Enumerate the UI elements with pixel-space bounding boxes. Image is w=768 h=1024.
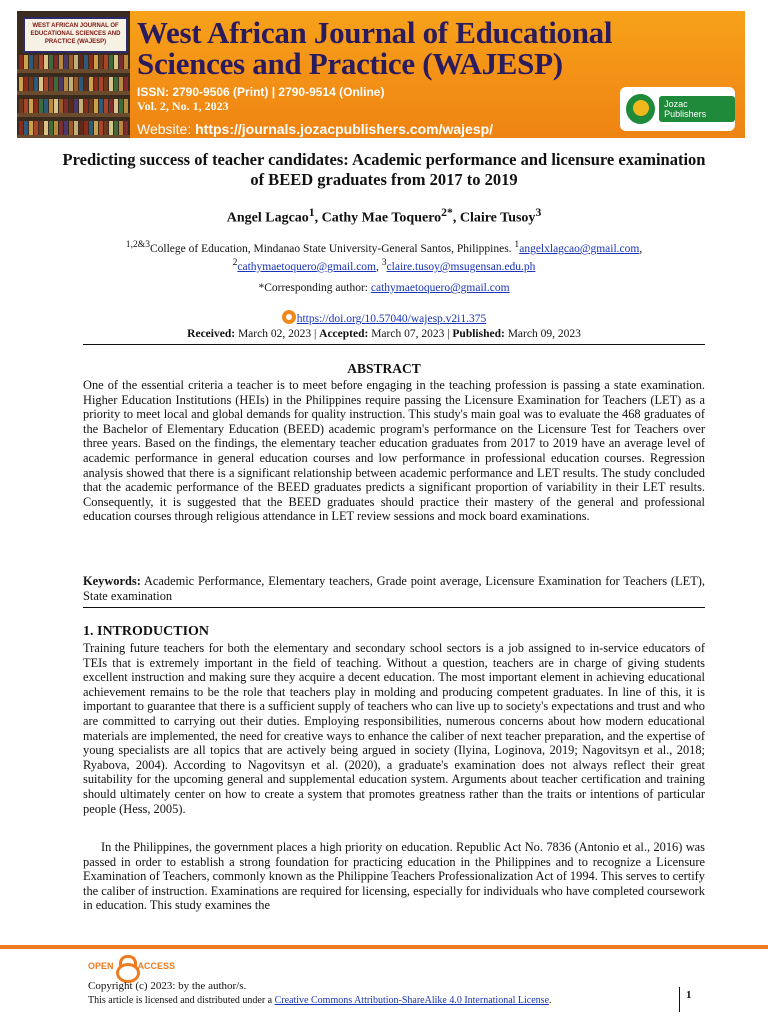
email-separator: , — [376, 260, 382, 273]
author-sup: 2* — [441, 206, 453, 219]
paper-title: Predicting success of teacher candidates: Academic performance and licensure examination of BEED graduates from 2017 to 2019 — [62, 150, 706, 189]
doi-line — [0, 310, 768, 325]
section-heading-introduction: 1. INTRODUCTION — [83, 624, 210, 639]
publisher-logo — [620, 87, 735, 131]
author-list — [0, 206, 768, 227]
footer-divider — [0, 945, 768, 949]
accepted-date: March 07, 2023 | — [368, 328, 453, 340]
author-sup: 3 — [535, 206, 542, 219]
email-link-2[interactable]: cathymaetoquero@gmail.com — [237, 260, 376, 273]
published-label: Published: — [452, 328, 505, 340]
divider — [83, 607, 705, 608]
journal-title — [137, 17, 745, 79]
affiliation-sup: 1,2&3 — [125, 239, 150, 250]
published-date: March 09, 2023 — [504, 328, 581, 340]
publication-dates — [0, 328, 768, 340]
email-sup: 1 — [514, 239, 520, 250]
accepted-label: Accepted: — [319, 328, 369, 340]
keywords-label: Keywords: — [83, 574, 141, 588]
bookshelf-image — [17, 11, 130, 138]
email-sup: 2 — [232, 256, 238, 268]
journal-title-line1: West African Journal of Educational — [137, 15, 613, 50]
access-label: ACCESS — [137, 961, 176, 971]
publisher-name: Jozac Publishers — [659, 96, 735, 122]
corresponding-label: *Corresponding author: — [258, 282, 371, 294]
introduction-paragraph-1: Training future teachers for both the elementary and secondary school sectors is a job assigned to in-service educators of TEIs that is extremely important in the field of teaching. Without a question, teachers are in charge of giving students excellent instruction and making sure they acquire a decent education. The most important element in achieving educational achievement remains to be the role that teachers play in molding and producing competent graduates. In line of this, it is important to guarantee that there is a sufficient supply of teachers who can live up to society's expectations and trust and who are committed to carrying out their duties. Employing responsibilities, numerous concerns about how modern educational materials are implemented, the need for creative ways to enhance the caliber of next teacher preparation, and the expertise of young specialists are all topics that are actively being argued in society (Ilyina, Loginova, 2019; Nagovitsyn et al., 2018; Ryabova, 2004). According to Nagovitsyn et al. (2020), a graduate's examination does not always reflect their great suitability for the upcoming general and supplemental education system. Arguments about teacher certification and training should ultimately center on how to create a system that promotes greatness rather than the traits or intentions of particular people (Hess, 2005). — [83, 641, 705, 816]
abstract-text: One of the essential criteria a teacher is to meet before engaging in the teaching profession is passing a state examination. Higher Education Institutions (HEIs) in the Philippines require passing the Licensure Examination for Teachers (LET) as a priority to meet local and global demands for quality instruction. This study's main goal was to evaluate the 468 graduates of the Bachelor of Elementary Education (BEED) academic program's performance on the Licensure Test for Teachers over three years. Based on the findings, the elementary teacher education graduates from 2017 to 2019 have an average level of academic performance in general education courses and low performance in professional education courses. Regression analysis showed that there is a significant relationship between academic performance and LET results. The study concluded that the academic performance of the BEED graduates predicts a significant proportion of variability in their LET results. Consequently, it is suggested that the BEED graduates should practice their mastery of the general and professional education courses through religious attendance in LET review sessions and mock board examinations. — [83, 378, 705, 524]
received-label: Received: — [187, 328, 236, 340]
website-line — [137, 121, 493, 137]
issn-line: ISSN: 2790-9506 (Print) | 2790-9514 (Online) — [137, 85, 385, 99]
open-access-logo — [88, 955, 175, 977]
email-sup: 3 — [381, 256, 387, 268]
affiliation-text: College of Education, Mindanao State University-General Santos, Philippines. — [150, 242, 515, 255]
jozac-logo-icon — [626, 94, 655, 124]
email-separator: , — [639, 242, 643, 255]
open-access-label: OPEN — [88, 961, 114, 971]
license-notice — [88, 995, 552, 1006]
journal-logo: WEST AFRICAN JOURNAL OF EDUCATIONAL SCIENCES AND PRACTICE (WAJESP) — [23, 17, 128, 53]
license-suffix: . — [549, 995, 552, 1006]
email-link-1[interactable]: angelxlagcao@gmail.com — [519, 242, 640, 255]
keywords — [83, 574, 705, 603]
received-date: March 02, 2023 | — [235, 328, 320, 340]
corresponding-author — [0, 282, 768, 294]
journal-banner — [17, 11, 745, 138]
open-lock-icon — [116, 955, 136, 977]
volume-line: Vol. 2, No. 1, 2023 — [137, 99, 229, 113]
copyright-notice: Copyright (c) 2023: by the author/s. — [88, 980, 247, 992]
page-number: 1 — [686, 989, 692, 1001]
corresponding-email-link[interactable]: cathymaetoquero@gmail.com — [370, 282, 510, 294]
license-prefix: This article is licensed and distributed under a — [88, 995, 275, 1006]
doi-icon — [282, 310, 296, 324]
introduction-paragraph-2: In the Philippines, the government places a high priority on education. Republic Act No. 7836 (Antonio et al., 2016) was passed in order to establish a strong foundation for practicing education in the Philippines and to recognize a Licensure Examination of Teachers, commonly known as the Philippine Teachers Professionalization Act of 1994. This serves to certify the caliber of instruction. Examinations are required for licensing, especially for individuals who have completed coursework in education. This study examines the — [83, 840, 705, 913]
doi-link[interactable]: https://doi.org/10.57040/wajesp.v2i1.375 — [296, 313, 487, 325]
affiliation — [0, 238, 768, 274]
abstract-heading: ABSTRACT — [347, 361, 421, 376]
email-link-3[interactable]: claire.tusoy@msugensan.edu.ph — [386, 260, 536, 273]
author-separator: , — [314, 210, 322, 226]
author-separator: , — [452, 210, 460, 226]
author-name: Cathy Mae Toquero — [321, 210, 442, 226]
keywords-text: Academic Performance, Elementary teachers, Grade point average, Licensure Examination for Teachers (LET), State examination — [83, 574, 705, 603]
website-link[interactable]: https://journals.jozacpublishers.com/wajesp/ — [195, 121, 494, 137]
license-link[interactable]: Creative Commons Attribution-ShareAlike 4.0 International License — [274, 995, 550, 1006]
journal-title-line2: Sciences and Practice (WAJESP) — [137, 46, 563, 81]
author-sup: 1 — [308, 206, 315, 219]
page-number-separator — [679, 987, 680, 1012]
website-label: Website: — [137, 121, 192, 137]
divider — [83, 344, 705, 345]
author-name: Angel Lagcao — [226, 210, 309, 226]
author-name: Claire Tusoy — [459, 210, 536, 226]
